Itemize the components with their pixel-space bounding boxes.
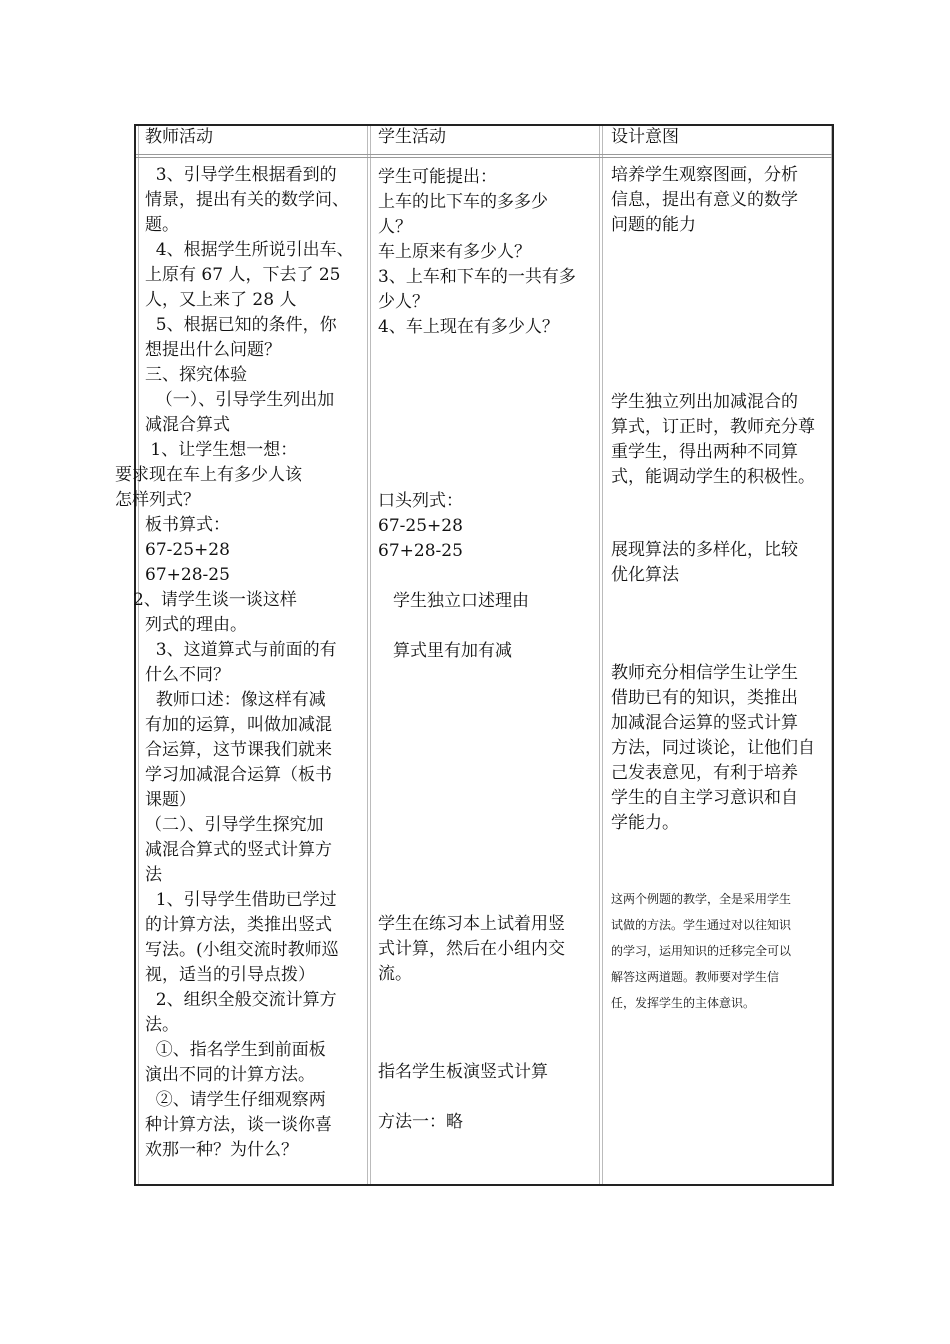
student-line: 人？ (378, 217, 412, 237)
teacher-line: 演出不同的计算方法。 (145, 1065, 315, 1085)
student-line: 学生独立口述理由 (393, 591, 529, 611)
student-line: 学生在练习本上试着用竖 (378, 914, 565, 934)
design-column (602, 126, 832, 1184)
student-line: 式计算，然后在小组内交 (378, 939, 565, 959)
design-line: 借助已有的知识，类推出 (611, 688, 798, 708)
header-teacher: 教师活动 (145, 127, 213, 147)
teacher-line: 上原有 67 人，下去了 25 (145, 265, 341, 285)
design-note-line: 任，发挥学生的主体意识。 (611, 996, 756, 1010)
teacher-line: 67-25+28 (145, 540, 230, 560)
teacher-line: ②、请学生仔细观察两 (145, 1090, 326, 1110)
teacher-line: 1、让学生想一想： (145, 440, 298, 460)
teacher-line: 想提出什么问题？ (145, 340, 281, 360)
student-line: 流。 (378, 964, 412, 984)
design-note-line: 的学习，运用知识的迁移完全可以 (611, 944, 792, 958)
teacher-line: 2、请学生谈一谈这样 (133, 590, 297, 610)
student-line: 学生可能提出： (378, 167, 497, 187)
teacher-line: 课题） (145, 790, 196, 810)
student-line: 67+28-25 (378, 541, 463, 561)
teacher-line: 法。 (145, 1015, 179, 1035)
design-line: 优化算法 (611, 565, 679, 585)
student-line: 少人？ (378, 292, 429, 312)
teacher-line: 板书算式： (145, 515, 230, 535)
teacher-line: 怎样列式？ (115, 490, 200, 510)
student-line: 方法一：略 (378, 1112, 463, 1132)
student-line: 口头列式： (378, 491, 463, 511)
teacher-line: 种计算方法，谈一谈你喜 (145, 1115, 332, 1135)
teacher-line: 减混合算式 (145, 415, 230, 435)
teacher-line: 合运算，这节课我们就来 (145, 740, 332, 760)
design-note-line: 解答这两道题。教师要对学生信 (611, 970, 780, 984)
teacher-line: 要求现在车上有多少人该 (115, 465, 302, 485)
student-line: 车上原来有多少人？ (378, 242, 531, 262)
teacher-line: 有加的运算，叫做加减混 (145, 715, 332, 735)
teacher-line: 三、探究体验 (145, 365, 247, 385)
header-divider (136, 154, 832, 158)
teacher-line: 减混合算式的竖式计算方 (145, 840, 332, 860)
header-design: 设计意图 (611, 127, 679, 147)
teacher-line: 教师口述：像这样有减 (145, 690, 326, 710)
design-line: 教师充分相信学生让学生 (611, 663, 798, 683)
teacher-line: 2、组织全般交流计算方 (145, 990, 337, 1010)
design-note-line: 试做的方法。学生通过对以往知识 (611, 918, 792, 932)
student-line: 3、上车和下车的一共有多 (378, 267, 576, 287)
teacher-line: ①、指名学生到前面板 (145, 1040, 326, 1060)
teacher-line: 的计算方法，类推出竖式 (145, 915, 332, 935)
header-student: 学生活动 (378, 127, 446, 147)
design-line: 学能力。 (611, 813, 679, 833)
teacher-line: 4、根据学生所说引出车、 (145, 240, 354, 260)
design-line: 式，能调动学生的积极性。 (611, 467, 815, 487)
design-line: 展现算法的多样化，比较 (611, 540, 798, 560)
teacher-line: 题。 (145, 215, 179, 235)
design-note-line: 这两个例题的教学，全是采用学生 (611, 892, 792, 906)
teacher-line: （一）、引导学生列出加 (145, 390, 335, 410)
teacher-line: 列式的理由。 (145, 615, 247, 635)
student-line: 67-25+28 (378, 516, 463, 536)
teacher-line: 写法。(小组交流时教师巡 (145, 940, 339, 960)
teacher-line: 情景，提出有关的数学问、 (145, 190, 349, 210)
design-line: 重学生，得出两种不同算 (611, 442, 798, 462)
teacher-line: （二）、引导学生探究加 (145, 815, 324, 835)
teacher-line: 1、引导学生借助已学过 (145, 890, 337, 910)
design-line: 信息，提出有意义的数学 (611, 190, 798, 210)
teacher-line: 3、引导学生根据看到的 (145, 165, 337, 185)
teacher-line: 67+28-25 (145, 565, 230, 585)
student-line: 上车的比下车的多多少 (378, 192, 548, 212)
student-line: 4、车上现在有多少人？ (378, 317, 559, 337)
design-line: 问题的能力 (611, 215, 696, 235)
design-line: 方法，同过谈论，让他们自 (611, 738, 815, 758)
teacher-line: 法 (145, 865, 162, 885)
teacher-line: 什么不同？ (145, 665, 230, 685)
teacher-line: 5、根据已知的条件，你 (145, 315, 337, 335)
teacher-line: 欢那一种？为什么？ (145, 1140, 298, 1160)
student-line: 指名学生板演竖式计算 (378, 1062, 548, 1082)
design-line: 学生的自主学习意识和自 (611, 788, 798, 808)
teacher-line: 人，又上来了 28 人 (145, 290, 297, 310)
teacher-line: 3、这道算式与前面的有 (145, 640, 337, 660)
design-line: 己发表意见，有利于培养 (611, 763, 798, 783)
design-line: 加减混合运算的竖式计算 (611, 713, 798, 733)
design-line: 学生独立列出加减混合的 (611, 392, 798, 412)
student-line: 算式里有加有减 (393, 641, 512, 661)
design-line: 培养学生观察图画，分析 (611, 165, 798, 185)
teacher-line: 视，适当的引导点拨） (145, 965, 315, 985)
design-line: 算式，订正时，教师充分尊 (611, 417, 815, 437)
teacher-line: 学习加减混合运算（板书 (145, 765, 332, 785)
